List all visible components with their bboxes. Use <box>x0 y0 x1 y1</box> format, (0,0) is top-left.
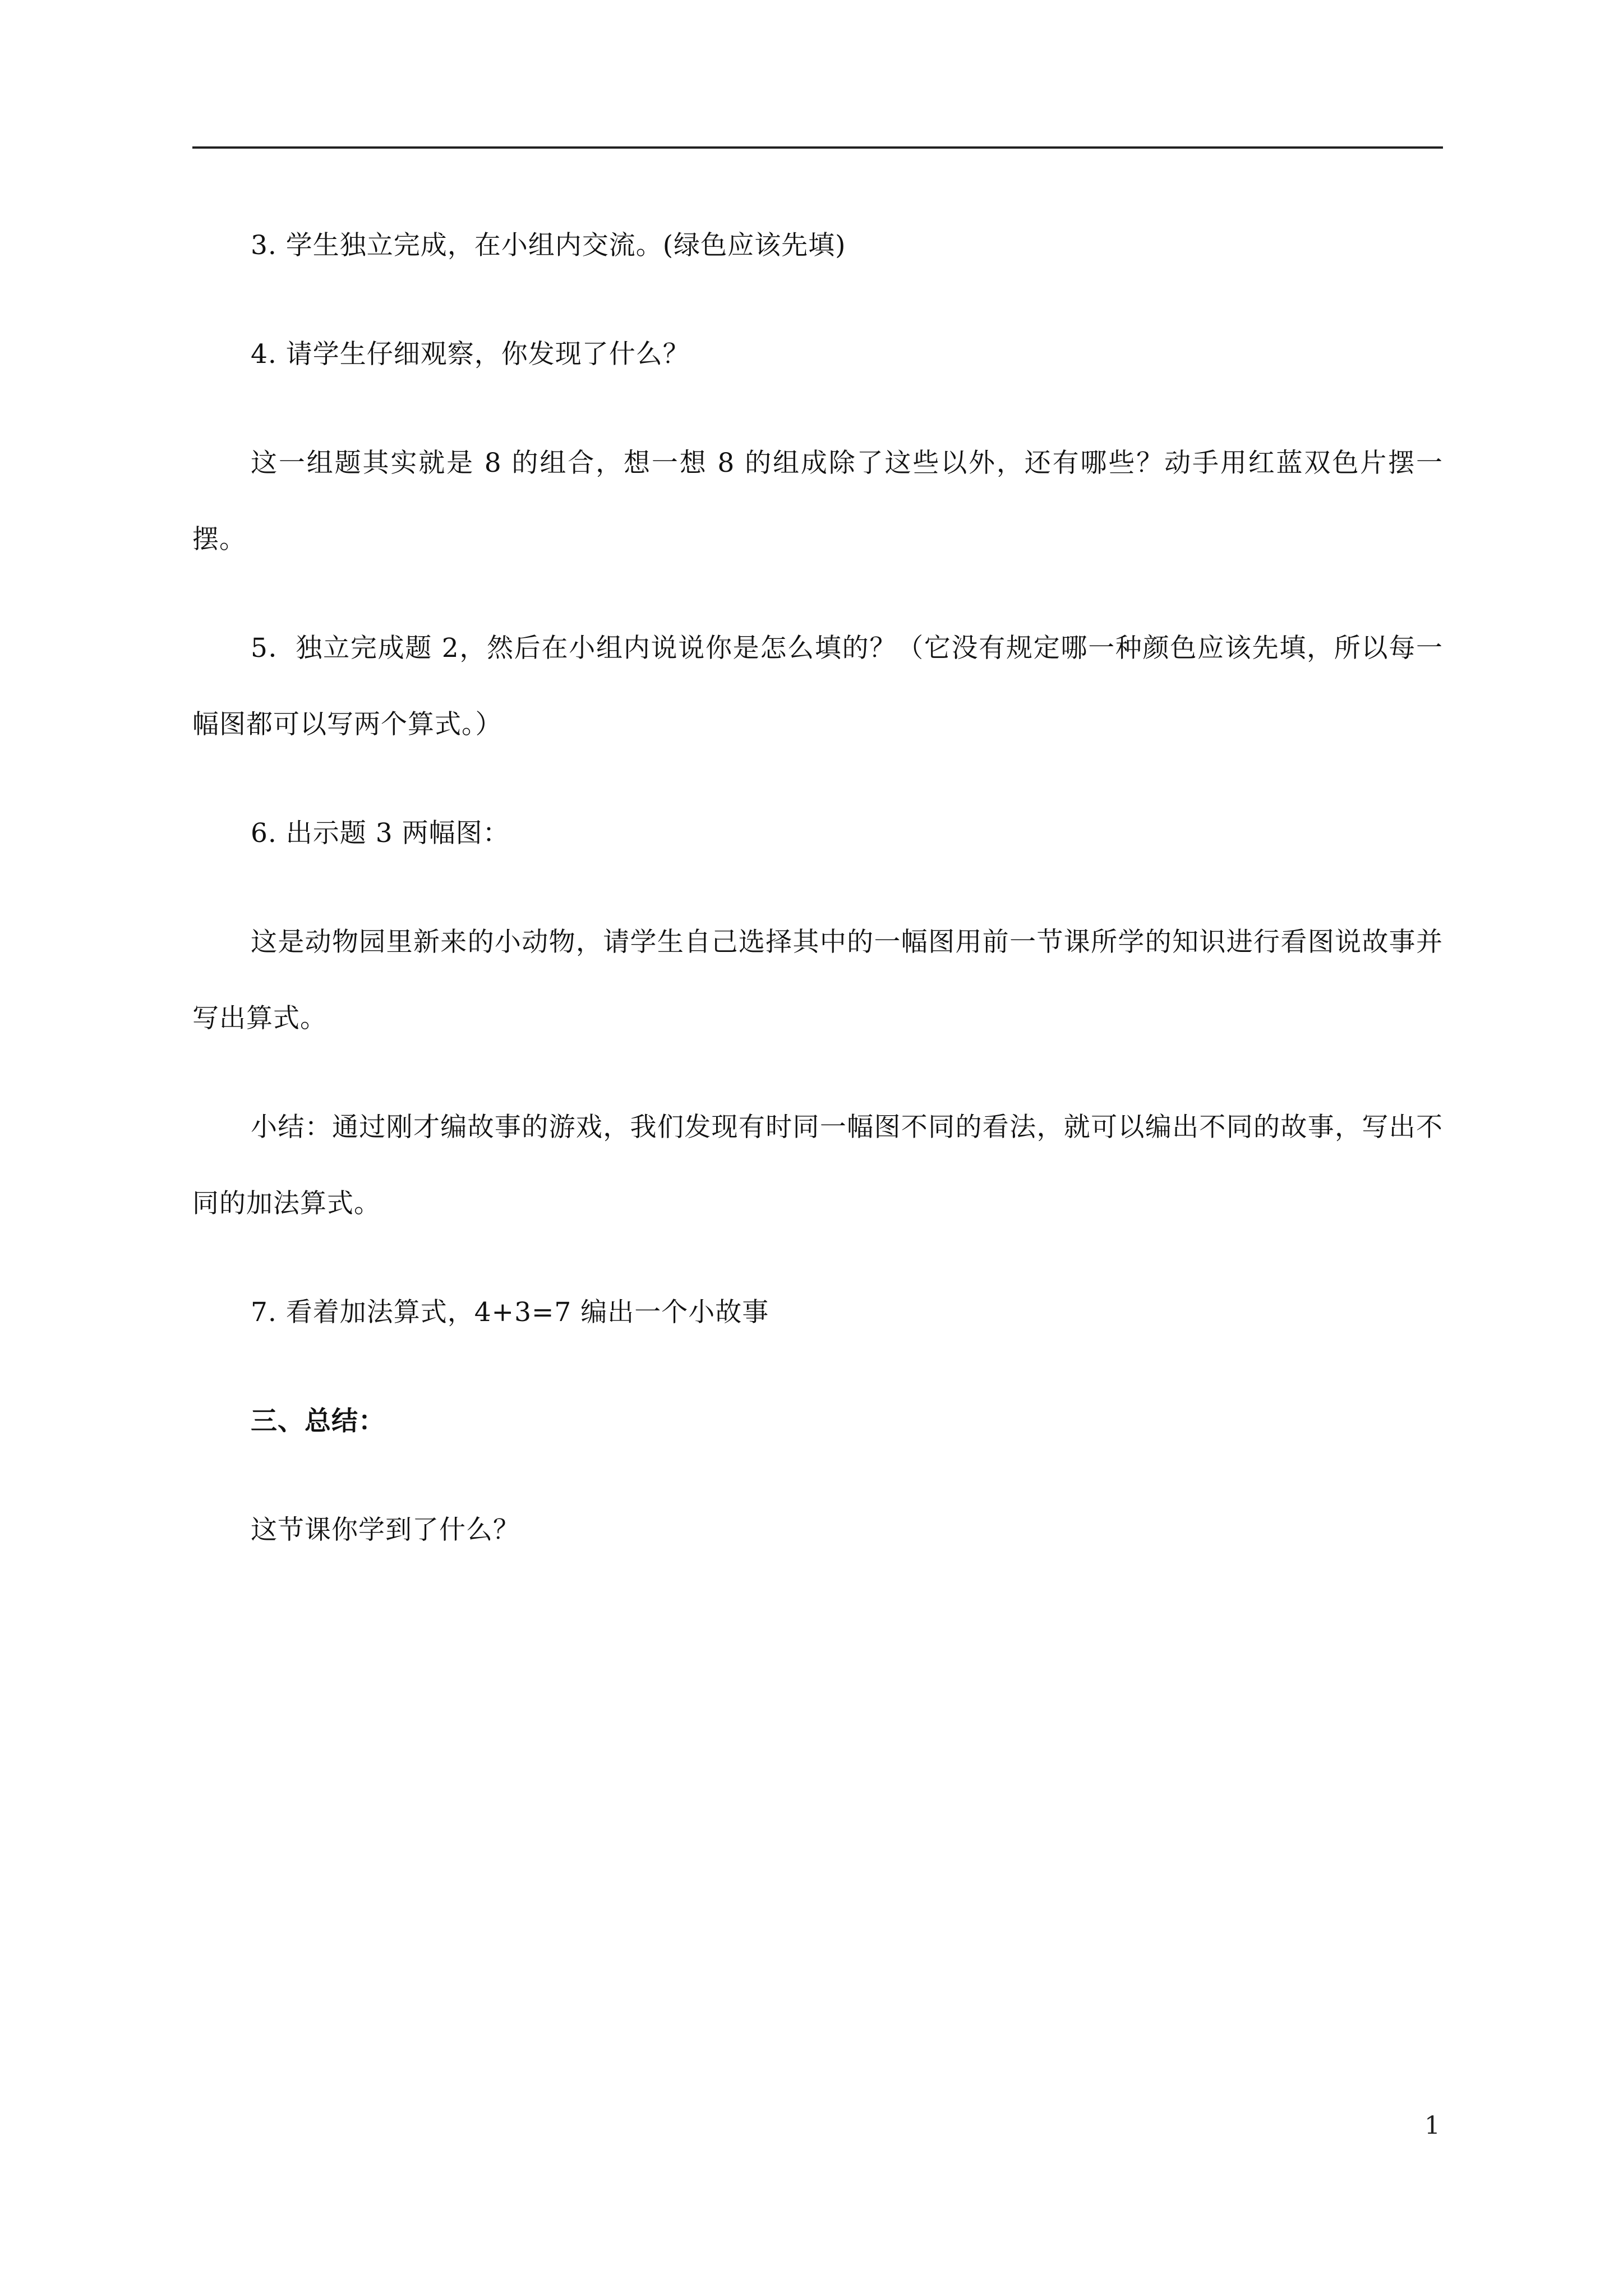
paragraph-combination-8: 这一组题其实就是 8 的组合，想一想 8 的组成除了这些以外，还有哪些？动手用红蓝双色片摆一摆。 <box>192 448 1443 555</box>
paragraph-step-6: 6. 出示题 3 两幅图： <box>251 818 510 849</box>
paragraph-closing-question: 这节课你学到了什么？ <box>251 1515 520 1545</box>
paragraph-step-7: 7. 看着加法算式，4+3=7 编出一个小故事 <box>251 1297 769 1328</box>
document-body <box>192 208 1443 1601</box>
page-number: 1 <box>1424 2111 1440 2140</box>
paragraph-step-3: 3. 学生独立完成，在小组内交流。(绿色应该先填) <box>251 230 846 261</box>
paragraph-summary-note: 小结：通过刚才编故事的游戏，我们发现有时同一幅图不同的看法，就可以编出不同的故事，写出不同的加法算式。 <box>192 1112 1443 1219</box>
header-rule <box>192 146 1443 149</box>
paragraph-step-4: 4. 请学生仔细观察，你发现了什么？ <box>251 339 690 370</box>
paragraph-step-5: 5．独立完成题 2，然后在小组内说说你是怎么填的？（它没有规定哪一种颜色应该先填，所以每一幅图都可以写两个算式。） <box>192 633 1443 740</box>
paragraph-zoo-animals: 这是动物园里新来的小动物，请学生自己选择其中的一幅图用前一节课所学的知识进行看图说故事并写出算式。 <box>192 927 1443 1034</box>
section-heading-summary: 三、总结： <box>251 1406 385 1437</box>
